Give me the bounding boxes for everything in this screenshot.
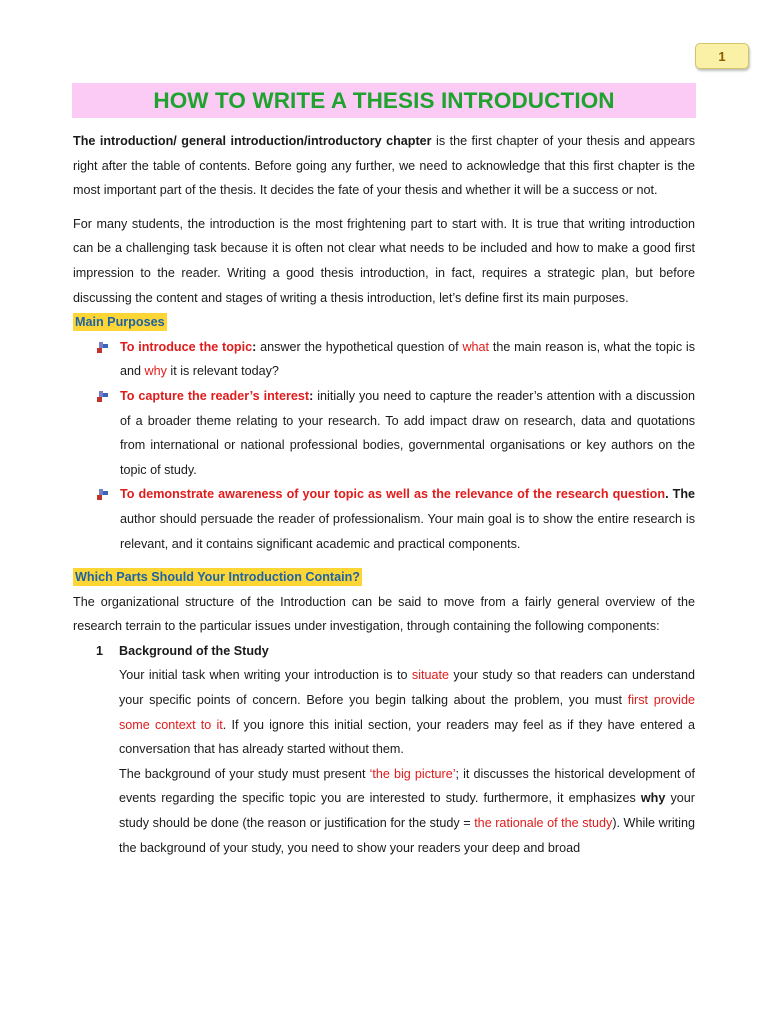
intro-bold-lead: The introduction/ general introduction/introductory chapter	[73, 134, 432, 148]
purpose-text: author should persuade the reader of professionalism. Your main goal is to show the entire research is relevant, and it contains significant academic and practical components.	[120, 511, 695, 551]
bg-text: your study so that readers can understand your specific points of concern. Before you begin talking about the problem, you must	[119, 668, 695, 708]
bg-text: your study should be done (the reason or justification for the study =	[119, 791, 695, 831]
page-title: HOW TO WRITE A THESIS INTRODUCTION	[153, 87, 615, 113]
purpose-separator: :	[309, 388, 318, 403]
main-purposes-heading: Main Purposes	[75, 315, 165, 330]
purpose-highlight: why	[144, 364, 167, 379]
bg-bold: why	[640, 791, 666, 806]
intro-paragraph-1-text: is the first chapter of your thesis and appears right after the table of contents. Before going any further, we need to acknowledge that this first chapter is the most important part of the thesis. It decides the fate of your thesis and whether it will be a success or not.	[73, 134, 695, 198]
pushpin-bullet-icon	[97, 391, 108, 402]
main-purposes-list	[73, 335, 695, 556]
page-number-badge	[695, 43, 749, 69]
page-number: 1	[718, 48, 726, 64]
purpose-text: initially you need to capture the reader’s attention with a discussion of a broader theme relating to your research. To add impact draw on research, data and quotations from international or national professional bodies, governmental organisations or key authors on the topic of study.	[120, 388, 695, 477]
bg-text: Your initial task when writing your introduction is to	[119, 668, 412, 683]
list-item	[73, 384, 695, 482]
purpose-text: answer the hypothetical question of	[260, 339, 463, 354]
list-item	[73, 335, 695, 384]
numbered-item-background	[73, 639, 695, 664]
bg-text: ). While writing the background of your study, you need to show your readers your deep and broad	[119, 816, 695, 855]
purpose-lead: The	[672, 487, 696, 502]
pushpin-bullet-icon	[97, 342, 108, 353]
bg-highlight: the rationale of the study	[474, 816, 613, 831]
purpose-label: To demonstrate awareness of your topic as well as the relevance of the research question	[120, 487, 666, 502]
purpose-label: To capture the reader’s interest	[120, 388, 310, 403]
list-item	[73, 482, 695, 556]
item-number: 1	[96, 643, 104, 658]
background-paragraph-2	[73, 762, 695, 860]
bg-highlight: situate	[411, 668, 449, 683]
purpose-separator: .	[665, 487, 673, 502]
parts-heading-row	[73, 565, 695, 590]
intro-paragraph-1	[73, 129, 695, 203]
purpose-label: To introduce the topic	[120, 339, 253, 354]
parts-heading: Which Parts Should Your Introduction Contain?	[75, 570, 360, 585]
bg-text: ; it discusses the historical development of events regarding the specific topic you are interested to study. furthermore, it emphasizes	[119, 766, 695, 806]
purpose-separator: :	[252, 339, 261, 354]
intro-paragraph-2: For many students, the introduction is the most frightening part to start with. It is true that writing introduction can be a challenging task because it is often not clear what needs to be included and how to make a good first impression to the reader. Writing a good thesis introduction, in fact, requires a strategic plan, but before discussing the content and stages of writing a thesis introduction, let’s define first its main purposes.	[73, 216, 695, 305]
purpose-text: it is relevant today?	[166, 364, 279, 379]
background-paragraph-1	[73, 663, 695, 761]
title-banner	[72, 83, 696, 118]
pushpin-bullet-icon	[97, 489, 108, 500]
item-title: Background of the Study	[119, 643, 269, 658]
bg-text: . If you ignore this initial section, your readers may feel as if they have entered a conversation that has already started without them.	[119, 717, 695, 757]
purpose-text: the main reason is, what the topic is and	[120, 339, 695, 379]
document-body	[73, 129, 695, 860]
bg-text: The background of your study must present	[119, 766, 370, 781]
purpose-highlight: what	[462, 339, 490, 354]
bg-highlight: ‘the big picture’	[369, 766, 456, 781]
bg-highlight: first provide some context to it	[119, 693, 695, 732]
parts-intro-paragraph: The organizational structure of the Introduction can be said to move from a fairly general overview of the research terrain to the particular issues under investigation, through containing the following components:	[73, 594, 695, 634]
main-purposes-heading-row	[73, 310, 695, 335]
